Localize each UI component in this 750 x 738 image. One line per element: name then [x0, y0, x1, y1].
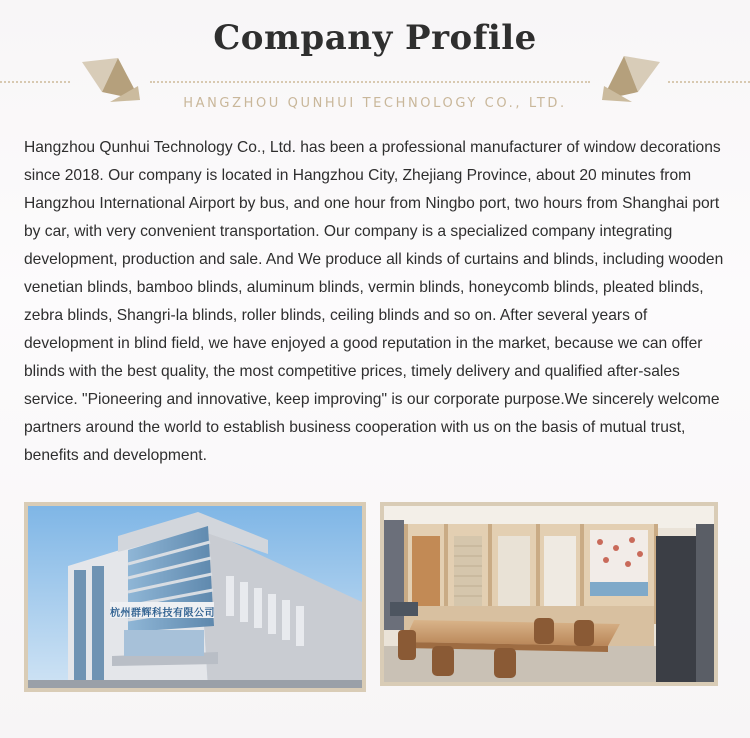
showroom-illustration: [384, 506, 714, 682]
divider-right: [668, 81, 750, 83]
page-title: Company Profile: [213, 18, 537, 58]
divider-left: [0, 81, 70, 83]
building-sign: 杭州群辉科技有限公司: [110, 608, 215, 619]
building-illustration: [28, 506, 362, 688]
divider-center: [150, 81, 590, 83]
profile-paragraph: Hangzhou Qunhui Technology Co., Ltd. has been a professional manufacturer of window decorations since 2018. Our company is located in Hangzhou City, Zhejiang Province, about 20 minutes from Hangzhou International Airport by bus, and one hour from Ningbo port, two hours from Shanghai port by car, with very convenient transportation. Our company is a specialized company integrating development, production and sale. And We produce all kinds of curtains and blinds, including wooden venetian blinds, bamboo blinds, aluminum blinds, vermin blinds, honeycomb blinds, pleated blinds, zebra blinds, Shangri-la blinds, roller blinds, ceiling blinds and so on. After several years of development in blind field, we have enjoyed a good reputation in the market, because we can offer blinds with the best quality, the most competitive prices, timely delivery and qualified after-sales service. "Pioneering and innovative, keep improving" is our corporate purpose.We sincerely welcome partners around the world to establish business cooperation with us on the basis of mutual trust, benefits and development.: [24, 139, 724, 464]
company-subtitle: HANGZHOU QUNHUI TECHNOLOGY CO., LTD.: [183, 96, 567, 111]
building-photo: [24, 502, 366, 692]
showroom-photo: [380, 502, 718, 686]
